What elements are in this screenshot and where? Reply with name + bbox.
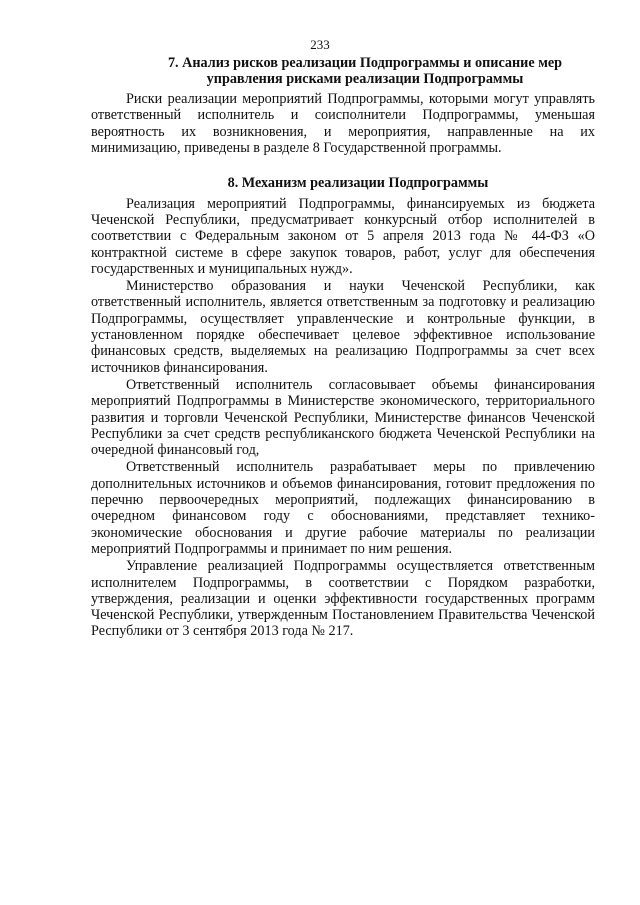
page-content — [91, 56, 595, 640]
paragraph: Реализация мероприятий Подпрограммы, финансируемых из бюджета Чеченской Республики, предусматривает конкурсный отбор исполнителей в соответствии с Федеральным законом от 5 апреля 2013 года № 44-ФЗ «О контрактной системе в сфере закупок товаров, работ, услуг для обеспечения государственных и муниципальных нужд». — [91, 195, 595, 277]
section-risk-analysis — [91, 56, 595, 156]
paragraph: Ответственный исполнитель разрабатывает меры по привлечению дополнительных источников и объемов финансирования, готовит предложения по перечню первоочередных мероприятий, подлежащих финансированию в очередном финансовом году с обоснованиями, представляет технико-экономические обоснования и другие рабочие материалы по реализации мероприятий Подпрограммы и принимает по ним решения. — [91, 459, 595, 557]
paragraph: Ответственный исполнитель согласовывает объемы финансирования мероприятий Подпрограммы в Министерстве экономического, территориального развития и торговли Чеченской Республики, Министерстве финансов Чеченской Республики за счет средств республиканского бюджета Чеченской Республики на очередной финансовый год, — [91, 376, 595, 459]
paragraph: Управление реализацией Подпрограммы осуществляется ответственным исполнителем Подпрограммы, в соответствии с Порядком разработки, утверждения, реализации и оценки эффективности государственных программ Чеченской Республики, утвержденным Постановлением Правительства Чеченской Республики от 3 сентября 2013 года № 217. — [91, 558, 595, 640]
section-implementation-mechanism — [91, 176, 595, 640]
paragraph: Министерство образования и науки Чеченской Республики, как ответственный исполнитель, является ответственным за подготовку и реализацию Подпрограммы, осуществляет управленческие и контрольные функции, в установленном порядке обеспечивает целевое эффективное использование финансовых средств, выделяемых на реализацию Подпрограммы за счет всех источников финансирования. — [91, 278, 595, 376]
page-number: 233 — [310, 37, 330, 52]
section-8-title: 8. Механизм реализации Подпрограммы — [227, 175, 489, 192]
section-7-title: 7. Анализ рисков реализации Подпрограммы и описание мер управления рисками реализации Подпрограммы — [167, 55, 563, 87]
paragraph: Риски реализации мероприятий Подпрограммы, которыми могут управлять ответственный исполнитель и соисполнители Подпрограммы, уменьшая вероятность их возникновения, и мероприятия, направленные на их минимизацию, приведены в разделе 8 Государственной программы. — [91, 91, 595, 156]
